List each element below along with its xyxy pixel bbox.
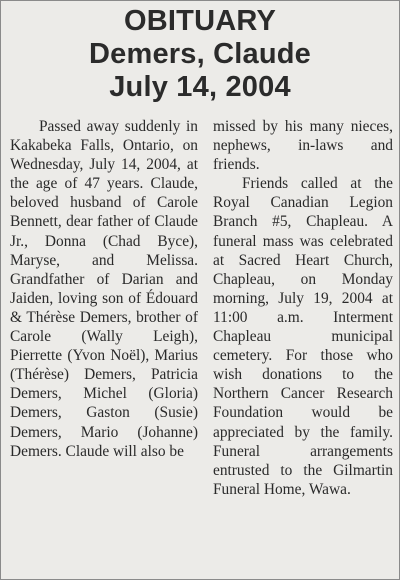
obituary-title: OBITUARY (124, 5, 276, 37)
obituary-paragraph-2: Friends called at the Royal Canadian Legion Branch #5, Chapleau. A funeral mass was celebrated at Sacred Heart Church, Chapleau, on Monday morning, July 19, 2004 at 11:00 a.m. Interment Chapleau municipal cemetery. For those who wish donations to the Northern Cancer Research Foundation would be appreciated by the family. Funeral arrangements entrusted to the Gilmartin Funeral Home, Wawa. (213, 175, 393, 498)
left-column (10, 117, 198, 461)
right-column (213, 117, 393, 499)
deceased-name: Demers, Claude (89, 38, 311, 70)
obituary-paragraph-1: Passed away suddenly in Kakabeka Falls, Ontario, on Wednesday, July 14, 2004, at the age of 47 years. Claude, beloved husband of Carole Bennett, dear father of Claude Jr., Donna (Chad Byce), Maryse, and Melissa. Grandfather of Darian and Jaiden, loving son of Édouard & Thérèse Demers, brother of Carole (Wally Leigh), Pierrette (Yvon Noël), Marius (Thérèse) Demers, Patricia Demers, Michel (Gloria) Demers, Gaston (Susie) Demers, Mario (Johanne) Demers. Claude will also be (10, 118, 198, 460)
obituary-header (1, 5, 399, 104)
obituary-date: July 14, 2004 (109, 71, 291, 103)
obituary-paragraph-1-continued: missed by his many nieces, nephews, in-laws and friends. (213, 118, 393, 174)
